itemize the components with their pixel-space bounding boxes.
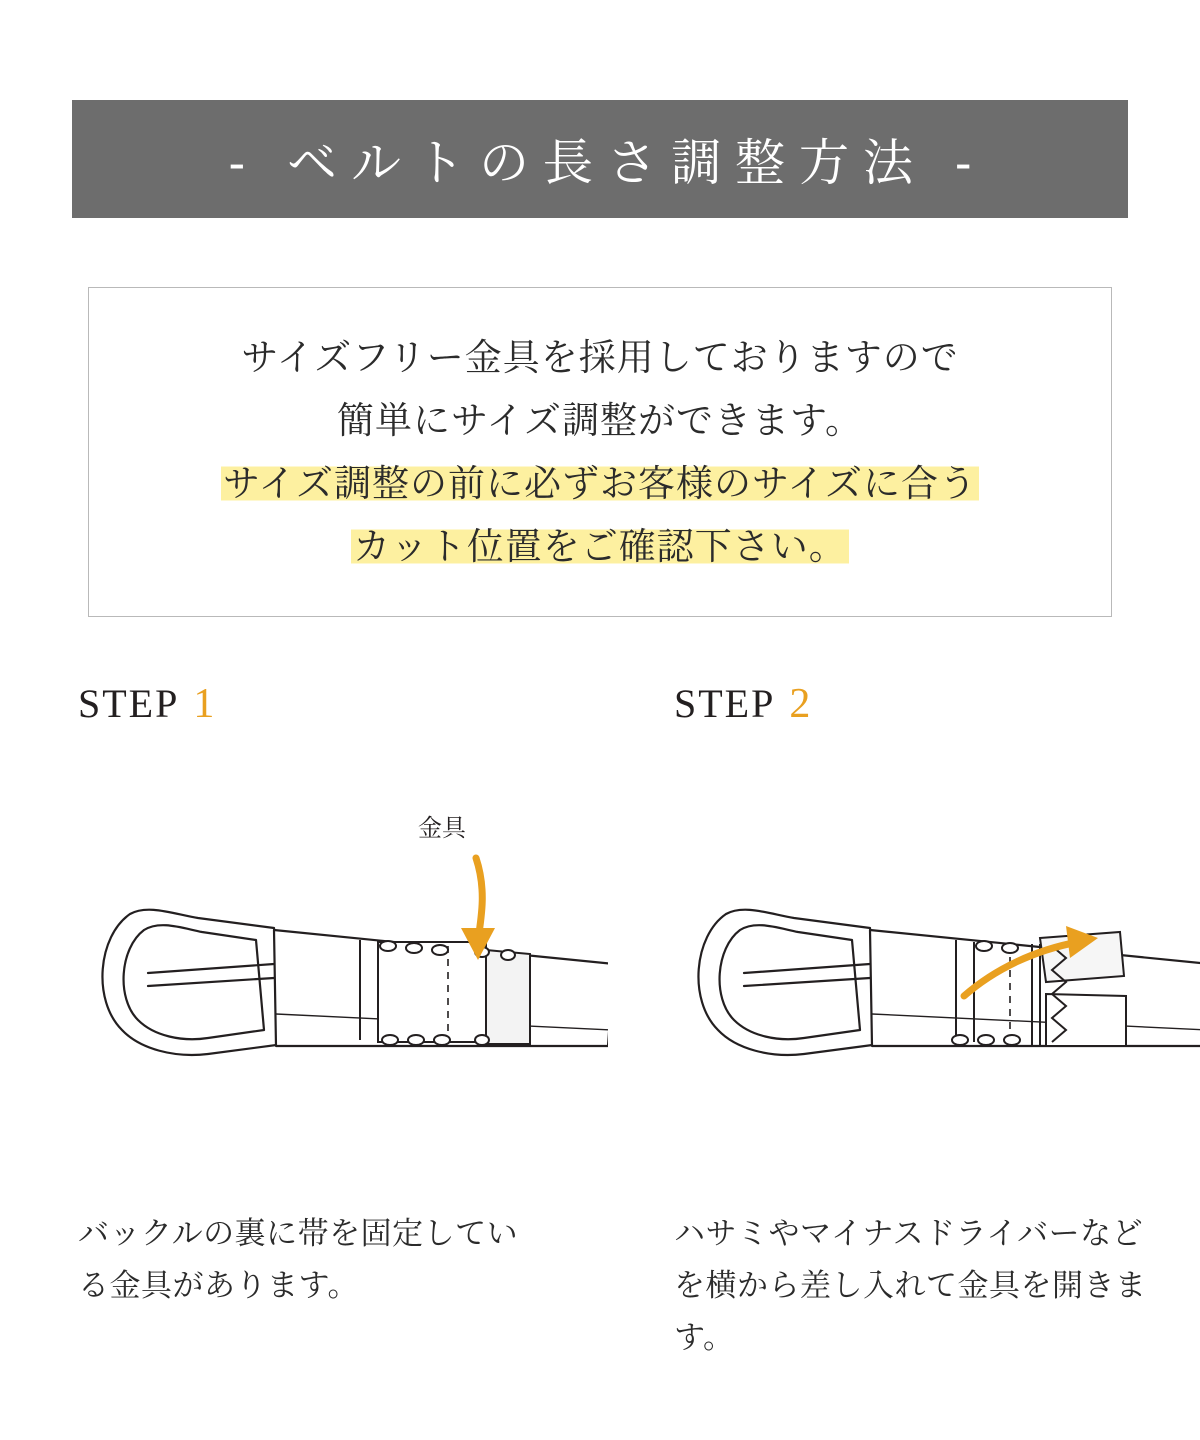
step-1-heading bbox=[78, 680, 600, 740]
intro-line-3 bbox=[221, 452, 979, 515]
step-1-illustration bbox=[78, 815, 608, 1148]
step-2-heading bbox=[674, 680, 1200, 740]
intro-line-4-text: カット位置をご確認下さい。 bbox=[353, 526, 847, 567]
intro-line-1 bbox=[241, 326, 959, 389]
step-2-number: 2 bbox=[789, 681, 813, 727]
intro-line-4 bbox=[351, 515, 849, 578]
page-title: - ベルトの長さ調整方法 - bbox=[228, 135, 986, 191]
step-2-illustration bbox=[674, 818, 1200, 1148]
step-1 bbox=[0, 680, 600, 1364]
step-1-figure-label: 金具 bbox=[418, 815, 466, 842]
step-2-label: STEP bbox=[674, 681, 776, 726]
intro-line-2-text: 簡単にサイズ調整ができます。 bbox=[336, 400, 864, 441]
step-2-caption: ハサミやマイナスドライバーなどを横から差し入れて金具を開きます。 bbox=[674, 1216, 1147, 1355]
step-1-number: 1 bbox=[193, 681, 217, 727]
intro-box bbox=[88, 287, 1112, 617]
intro-line-3-text: サイズ調整の前に必ずお客様のサイズに合う bbox=[222, 463, 978, 504]
step-1-caption: バックルの裏に帯を固定している金具があります。 bbox=[78, 1216, 519, 1303]
intro-line-2 bbox=[337, 389, 863, 452]
step-1-label: STEP bbox=[78, 681, 180, 726]
page-title-banner bbox=[72, 100, 1128, 218]
steps-section bbox=[0, 680, 1200, 1364]
intro-line-1-text: サイズフリー金具を採用しておりますので bbox=[241, 337, 959, 378]
step-2 bbox=[600, 680, 1200, 1364]
